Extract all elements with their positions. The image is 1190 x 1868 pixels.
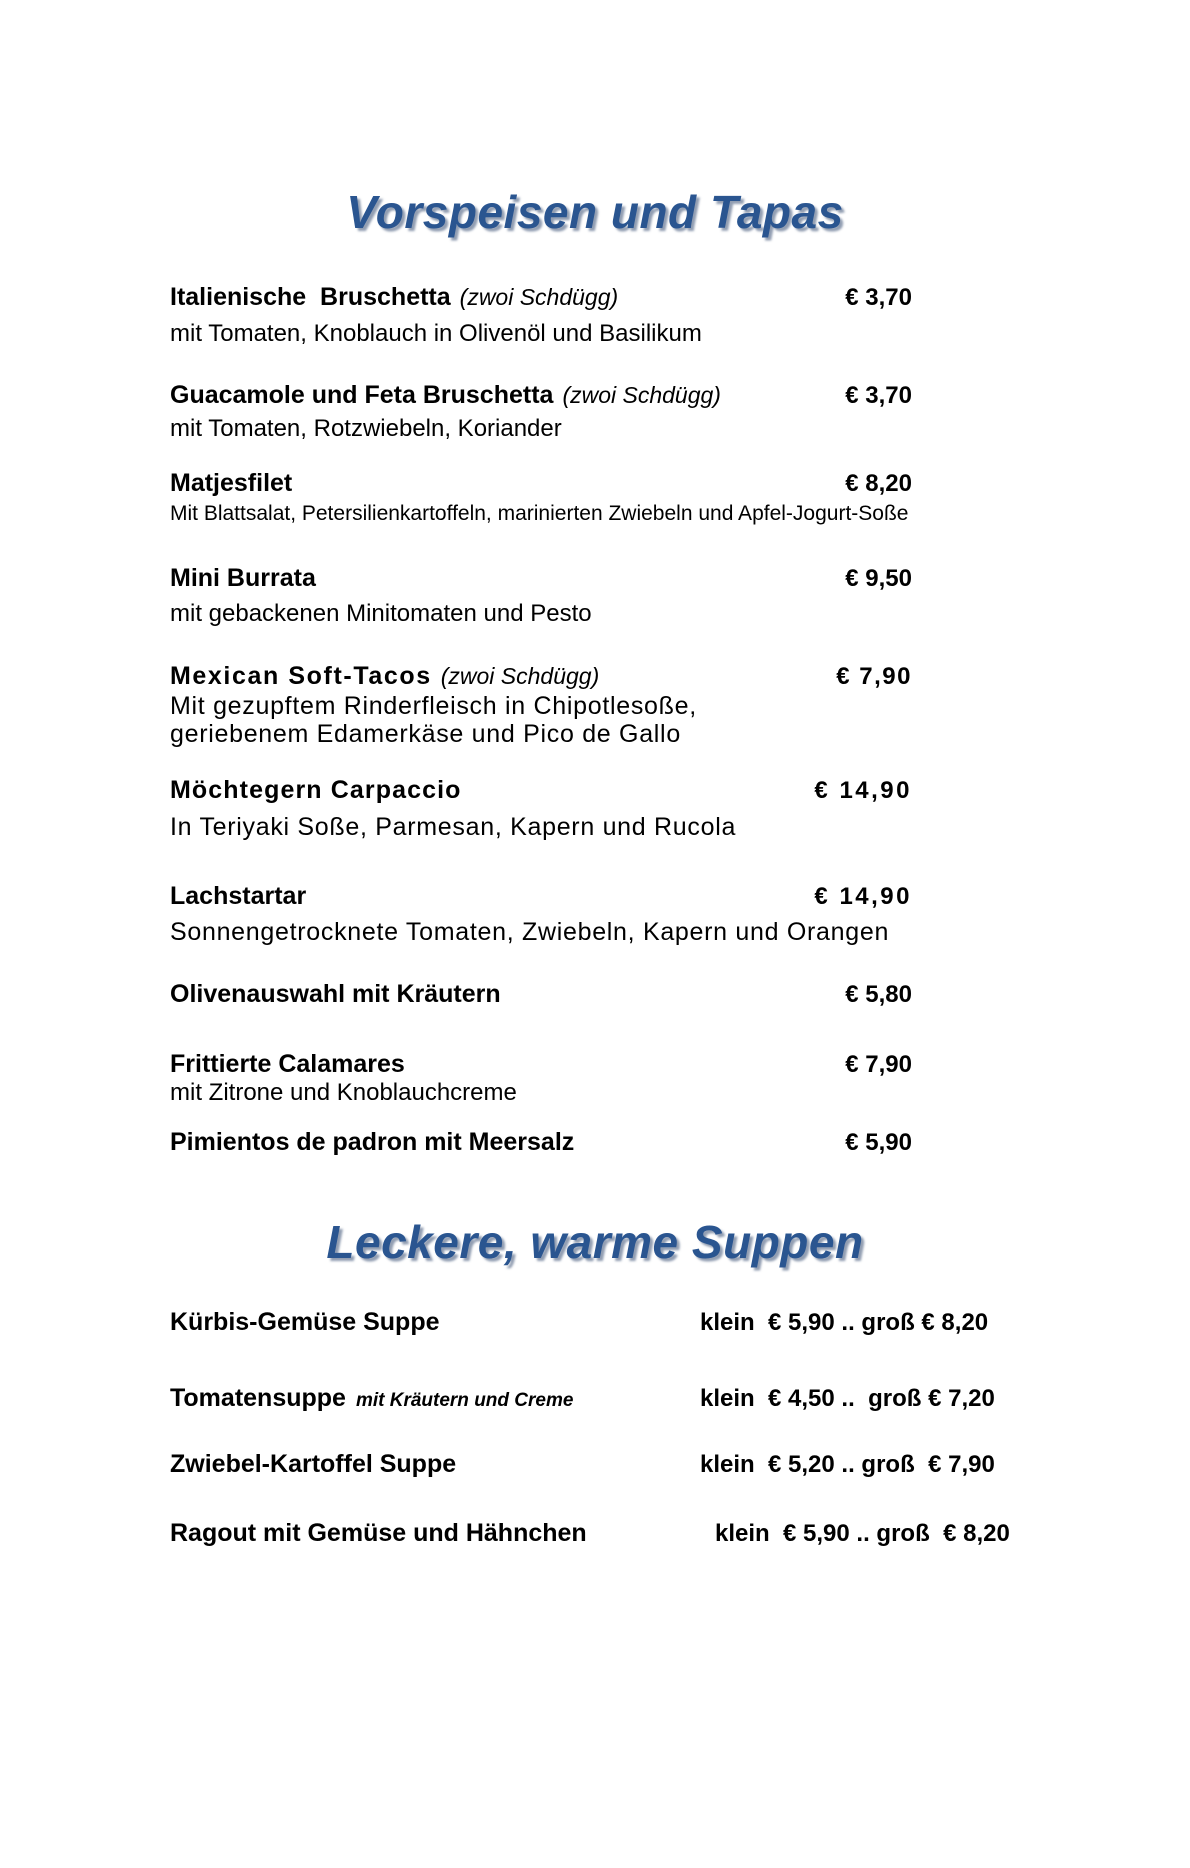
item-description: Mit Blattsalat, Petersilienkartoffeln, marinierten Zwiebeln und Apfel-Jogurt-Soße — [170, 501, 909, 525]
menu-item — [170, 1049, 912, 1108]
item-price: klein € 4,50 .. groß € 7,20 — [700, 1385, 995, 1413]
item-description: mit Tomaten, Rotzwiebeln, Koriander — [170, 414, 562, 442]
item-description: mit Tomaten, Knoblauch in Olivenöl und Basilikum — [170, 320, 702, 348]
section-title-vorspeisen: Vorspeisen und Tapas — [346, 186, 844, 238]
item-name: Frittierte Calamares — [170, 1050, 405, 1079]
item-note: (zwoi Schdügg) — [459, 284, 619, 311]
item-price: € 5,90 — [845, 1129, 912, 1157]
item-description: Mit gezupftem Rinderfleisch in Chipotlesoße, — [170, 692, 697, 721]
menu-item-header — [170, 661, 912, 691]
menu-item-header — [170, 380, 912, 410]
item-price: klein € 5,90 .. groß € 8,20 — [700, 1309, 989, 1337]
menu-item — [170, 979, 912, 1009]
item-price: klein € 5,90 .. groß € 8,20 — [715, 1519, 1010, 1547]
menu-item — [170, 1518, 1050, 1549]
menu-item-header — [170, 563, 912, 593]
item-name: Olivenauswahl mit Kräutern — [170, 980, 501, 1009]
item-description: In Teriyaki Soße, Parmesan, Kapern und Rucola — [170, 813, 737, 842]
item-name-with-note — [170, 1383, 700, 1413]
menu-item — [170, 468, 912, 527]
section-title-suppen: Leckere, warme Suppen — [326, 1216, 864, 1269]
menu-item-header — [170, 775, 912, 805]
item-price: € 8,20 — [845, 469, 912, 497]
menu-item — [170, 881, 912, 947]
item-name: Lachstartar — [170, 881, 307, 910]
item-note: (zwoi Schdügg) — [440, 663, 600, 690]
item-price: klein € 5,20 .. groß € 7,90 — [700, 1450, 995, 1478]
item-name: Möchtegern Carpaccio — [170, 776, 462, 805]
item-name: Guacamole und Feta Bruschetta — [170, 380, 554, 409]
item-description: mit Zitrone und Knoblauchcreme — [170, 1079, 517, 1107]
item-description: mit gebackenen Minitomaten und Pesto — [170, 599, 592, 627]
menu-item-header — [170, 979, 912, 1009]
item-name: Matjesfilet — [170, 468, 293, 497]
item-price: € 7,90 — [836, 663, 912, 691]
item-price: € 3,70 — [845, 381, 912, 409]
menu-item — [170, 282, 912, 349]
menu-item — [170, 1127, 912, 1157]
item-price: € 3,70 — [845, 284, 912, 312]
menu-item — [170, 1449, 1050, 1480]
menu-item-header — [170, 1127, 912, 1157]
menu-item — [170, 775, 912, 842]
item-price: € 14,90 — [814, 882, 912, 910]
item-name: Ragout mit Gemüse und Hähnchen — [170, 1518, 587, 1547]
item-name: Pimientos de padron mit Meersalz — [170, 1128, 575, 1157]
menu-item — [170, 661, 912, 748]
menu-item-header — [170, 881, 912, 911]
item-name: Mexican Soft-Tacos — [170, 662, 432, 691]
item-name: Tomatensuppe — [170, 1384, 346, 1413]
item-note: (zwoi Schdügg) — [562, 381, 721, 408]
item-price: € 5,80 — [845, 981, 912, 1009]
menu-item-header — [170, 1049, 912, 1079]
item-name: Mini Burrata — [170, 563, 316, 592]
menu-item — [170, 563, 912, 629]
item-name: Italienische Bruschetta — [170, 283, 451, 312]
item-name: Kürbis-Gemüse Suppe — [170, 1308, 440, 1337]
item-description: geriebenem Edamerkäse und Pico de Gallo — [170, 719, 681, 748]
item-note: mit Kräutern und Creme — [355, 1390, 574, 1412]
menu-item-header — [170, 468, 912, 498]
menu-content — [170, 185, 1050, 1549]
item-price: € 9,50 — [845, 564, 912, 592]
menu-item — [170, 380, 912, 444]
item-price: € 14,90 — [814, 777, 912, 805]
item-description: Sonnengetrocknete Tomaten, Zwiebeln, Kapern und Orangen — [170, 917, 890, 946]
menu-page — [0, 185, 1190, 1868]
menu-item — [170, 1307, 1050, 1338]
item-price: € 7,90 — [845, 1051, 912, 1079]
menu-item-header — [170, 282, 912, 312]
menu-item — [170, 1383, 1050, 1414]
item-name: Zwiebel-Kartoffel Suppe — [170, 1449, 457, 1478]
